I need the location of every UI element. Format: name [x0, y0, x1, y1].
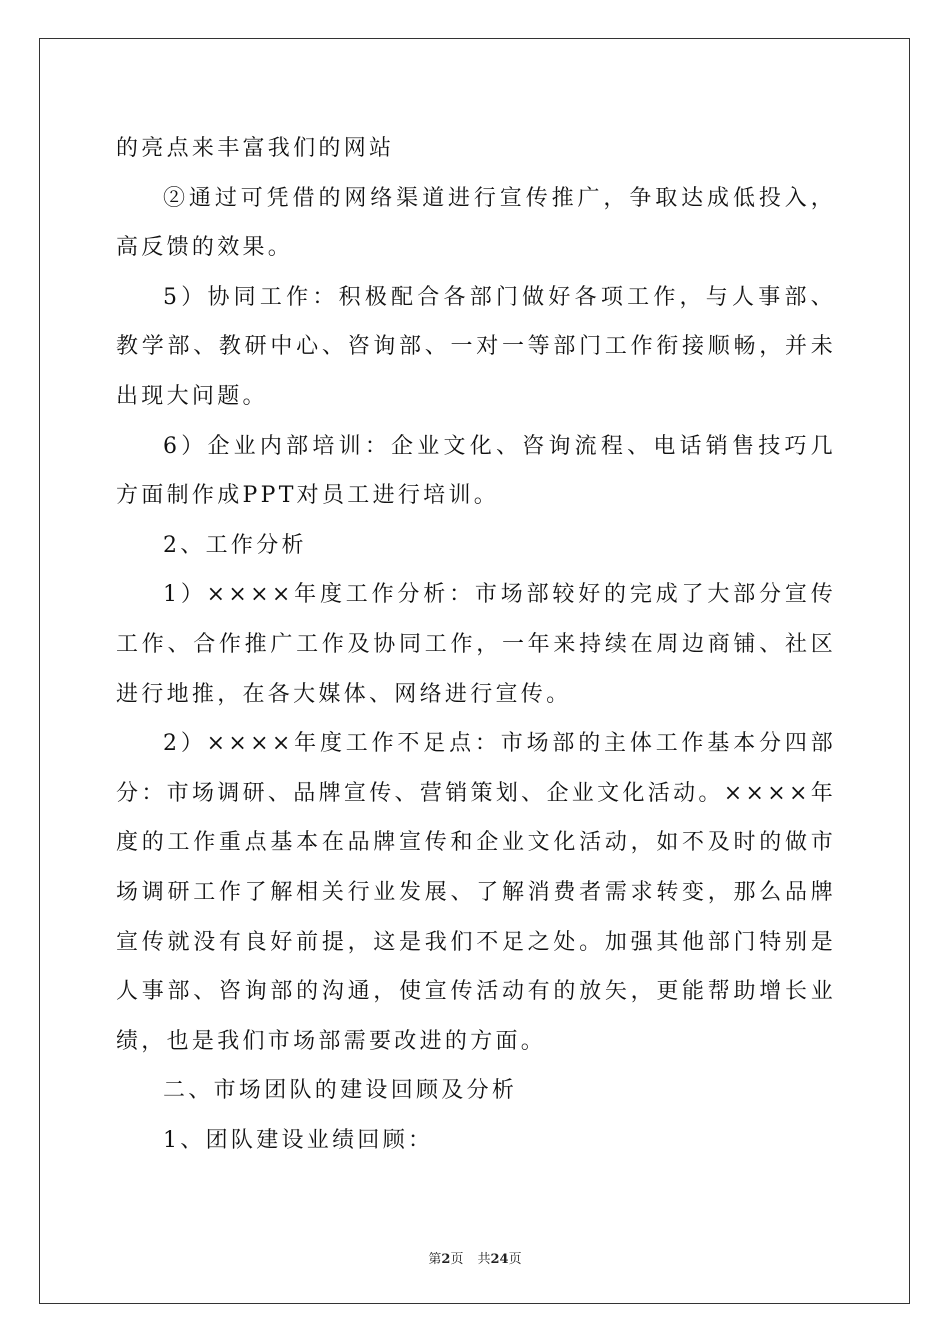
paragraph: 5）协同工作：积极配合各部门做好各项工作，与人事部、教学部、教研中心、咨询部、一对一等部门工作衔接顺畅，并未出现大问题。 — [116, 284, 836, 409]
paragraph: 的亮点来丰富我们的网站 — [116, 136, 395, 161]
total-prefix: 共 — [477, 1252, 491, 1267]
page-total-number: 24 — [490, 1252, 509, 1267]
paragraph: 2）××××年度工作不足点：市场部的主体工作基本分四部分：市场调研、品牌宣传、营销策划、企业文化活动。××××年度的工作重点基本在品牌宣传和企业文化活动，如不及时的做市场调研工作了解相关行业发展、了解消费者需求转变，那么品牌宣传就没有良好前提，这是我们不足之处。加强其他部门特别是人事部、咨询部的沟通，使宣传活动有的放矢，更能帮助增长业绩，也是我们市场部需要改进的方面。 — [116, 731, 836, 1054]
paragraph: ②通过可凭借的网络渠道进行宣传推广，争取达成低投入，高反馈的效果。 — [116, 185, 836, 261]
section-heading: 1、团队建设业绩回顾： — [163, 1127, 434, 1153]
page-current-number: 2 — [441, 1252, 451, 1267]
paragraph: 6）企业内部培训：企业文化、咨询流程、电话销售技巧几方面制作成PPT对员工进行培训。 — [116, 433, 836, 509]
paragraph: 1）××××年度工作分析：市场部较好的完成了大部分宣传工作、合作推广工作及协同工作，一年来持续在周边商铺、社区进行地推，在各大媒体、网络进行宣传。 — [116, 582, 836, 707]
page-prefix: 第 — [428, 1252, 442, 1267]
section-heading: 2、工作分析 — [163, 532, 307, 558]
page-suffix: 页 — [450, 1252, 464, 1267]
total-suffix: 页 — [508, 1252, 522, 1267]
section-heading: 二、市场团队的建设回顾及分析 — [163, 1078, 518, 1104]
page-footer — [0, 1248, 950, 1267]
document-body — [116, 124, 836, 1165]
